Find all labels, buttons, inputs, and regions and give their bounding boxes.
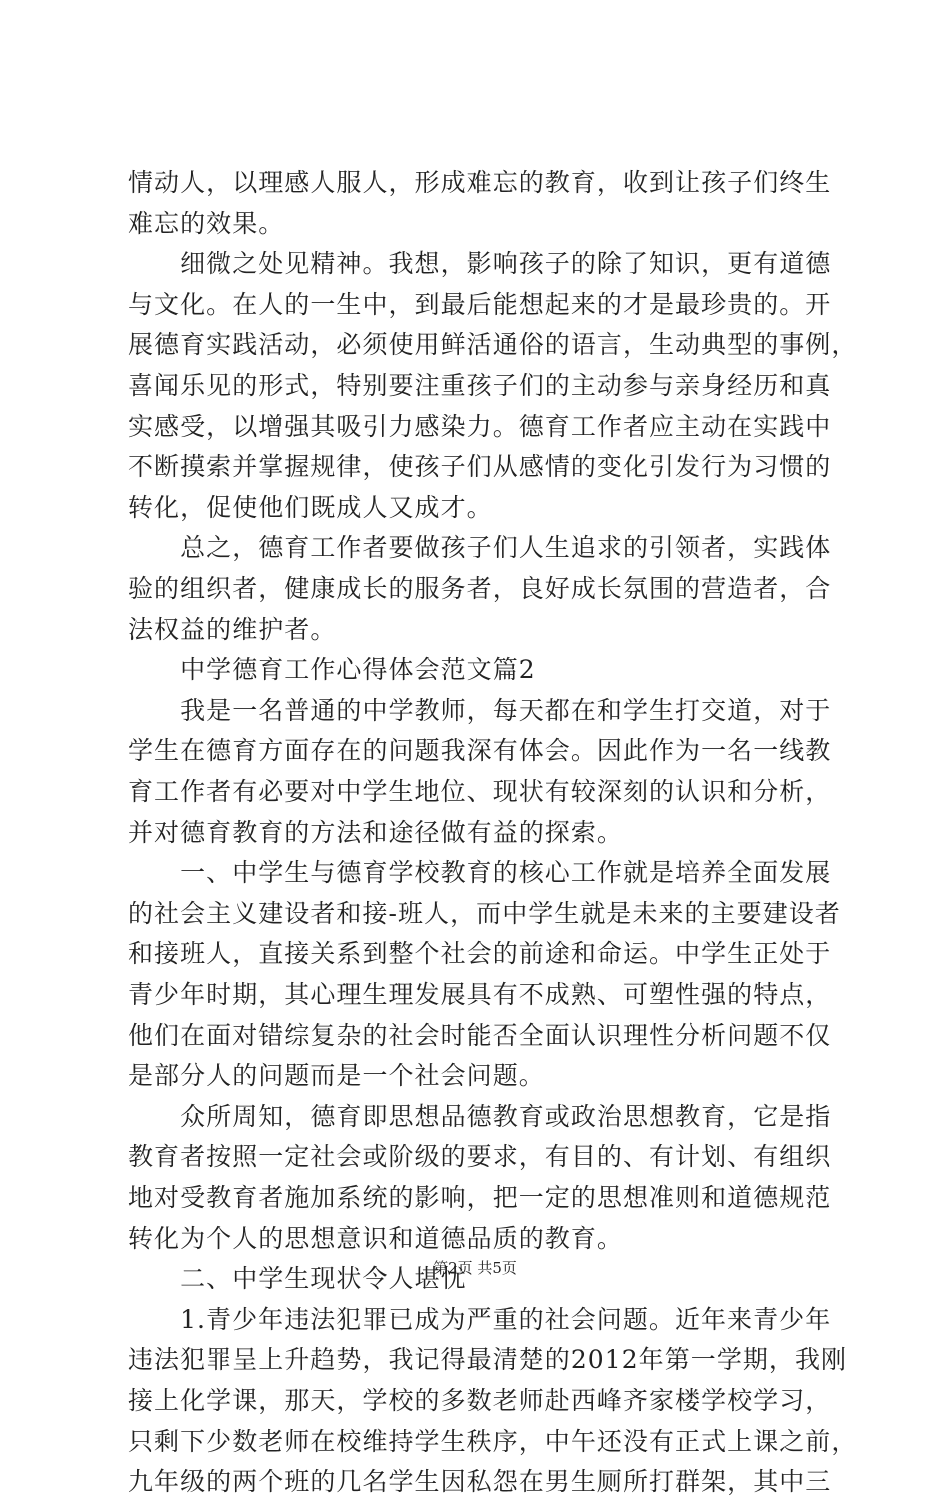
text-line: 只剩下少数老师在校维持学生秩序，中午还没有正式上课之前， xyxy=(128,1426,858,1456)
text-line: 实感受，以增强其吸引力感染力。德育工作者应主动在实践中 xyxy=(128,411,832,441)
text-line: 喜闻乐见的形式，特别要注重孩子们的主动参与亲身经历和真 xyxy=(128,371,832,400)
text-line: 接上化学课，那天，学校的多数老师赴西峰齐家楼学校学习， xyxy=(128,1386,832,1415)
text-line: 违法犯罪呈上升趋势，我记得最清楚的2012年第一学期，我刚 xyxy=(128,1345,848,1375)
text-line: 1.青少年违法犯罪已成为严重的社会问题。近年来青少年 xyxy=(128,1304,832,1334)
text-line: 是部分人的问题而是一个社会问题。 xyxy=(128,1061,545,1091)
text-line: 学生在德育方面存在的问题我深有体会。因此作为一名一线教 xyxy=(128,736,832,766)
text-line: 众所周知，德育即思想品德教育或政治思想教育，它是指 xyxy=(128,1101,832,1131)
text-line: 九年级的两个班的几名学生因私怨在男生厕所打群架，其中三 xyxy=(128,1467,832,1497)
text-line: 不断摸索并掌握规律，使孩子们从感情的变化引发行为习惯的 xyxy=(128,452,832,482)
text-line: 地对受教育者施加系统的影响，把一定的思想准则和道德规范 xyxy=(128,1183,832,1212)
text-line: 细微之处见精神。我想，影响孩子的除了知识，更有道德 xyxy=(128,249,832,279)
text-line: 难忘的效果。 xyxy=(128,208,285,238)
text-line: 青少年时期，其心理生理发展具有不成熟、可塑性强的特点， xyxy=(128,980,832,1009)
text-line: 他们在面对错综复杂的社会时能否全面认识理性分析问题不仅 xyxy=(128,1020,832,1050)
text-line: 的社会主义建设者和接-班人，而中学生就是未来的主要建设者 xyxy=(128,898,841,928)
text-line: 验的组织者，健康成长的服务者，良好成长氛围的营造者，合 xyxy=(128,574,832,603)
text-line: 我是一名普通的中学教师，每天都在和学生打交道，对于 xyxy=(128,695,832,725)
text-line: 一、中学生与德育学校教育的核心工作就是培养全面发展 xyxy=(128,858,832,888)
text-line: 展德育实践活动，必须使用鲜活通俗的语言，生动典型的事例， xyxy=(128,330,858,360)
text-line: 转化为个人的思想意识和道德品质的教育。 xyxy=(128,1223,623,1253)
text-line: 法权益的维护者。 xyxy=(128,614,337,644)
text-line: 并对德育教育的方法和途径做有益的探索。 xyxy=(128,817,623,847)
text-line: 育工作者有必要对中学生地位、现状有较深刻的认识和分析， xyxy=(128,777,832,806)
text-line: 与文化。在人的一生中，到最后能想起来的才是最珍贵的。开 xyxy=(128,289,832,319)
text-line: 转化，促使他们既成人又成才。 xyxy=(128,492,493,522)
text-line: 中学德育工作心得体会范文篇2 xyxy=(128,655,536,685)
text-line: 和接班人，直接关系到整个社会的前途和命运。中学生正处于 xyxy=(128,939,832,969)
text-line: 教育者按照一定社会或阶级的要求，有目的、有计划、有组织 xyxy=(128,1142,832,1172)
text-line: 二、中学生现状令人堪忧 xyxy=(128,1264,467,1294)
text-line: 总之，德育工作者要做孩子们人生追求的引领者，实践体 xyxy=(128,533,832,563)
page-footer: 第2页 共5页 xyxy=(433,1259,517,1277)
text-line: 情动人，以理感人服人，形成难忘的教育，收到让孩子们终生 xyxy=(128,168,832,197)
